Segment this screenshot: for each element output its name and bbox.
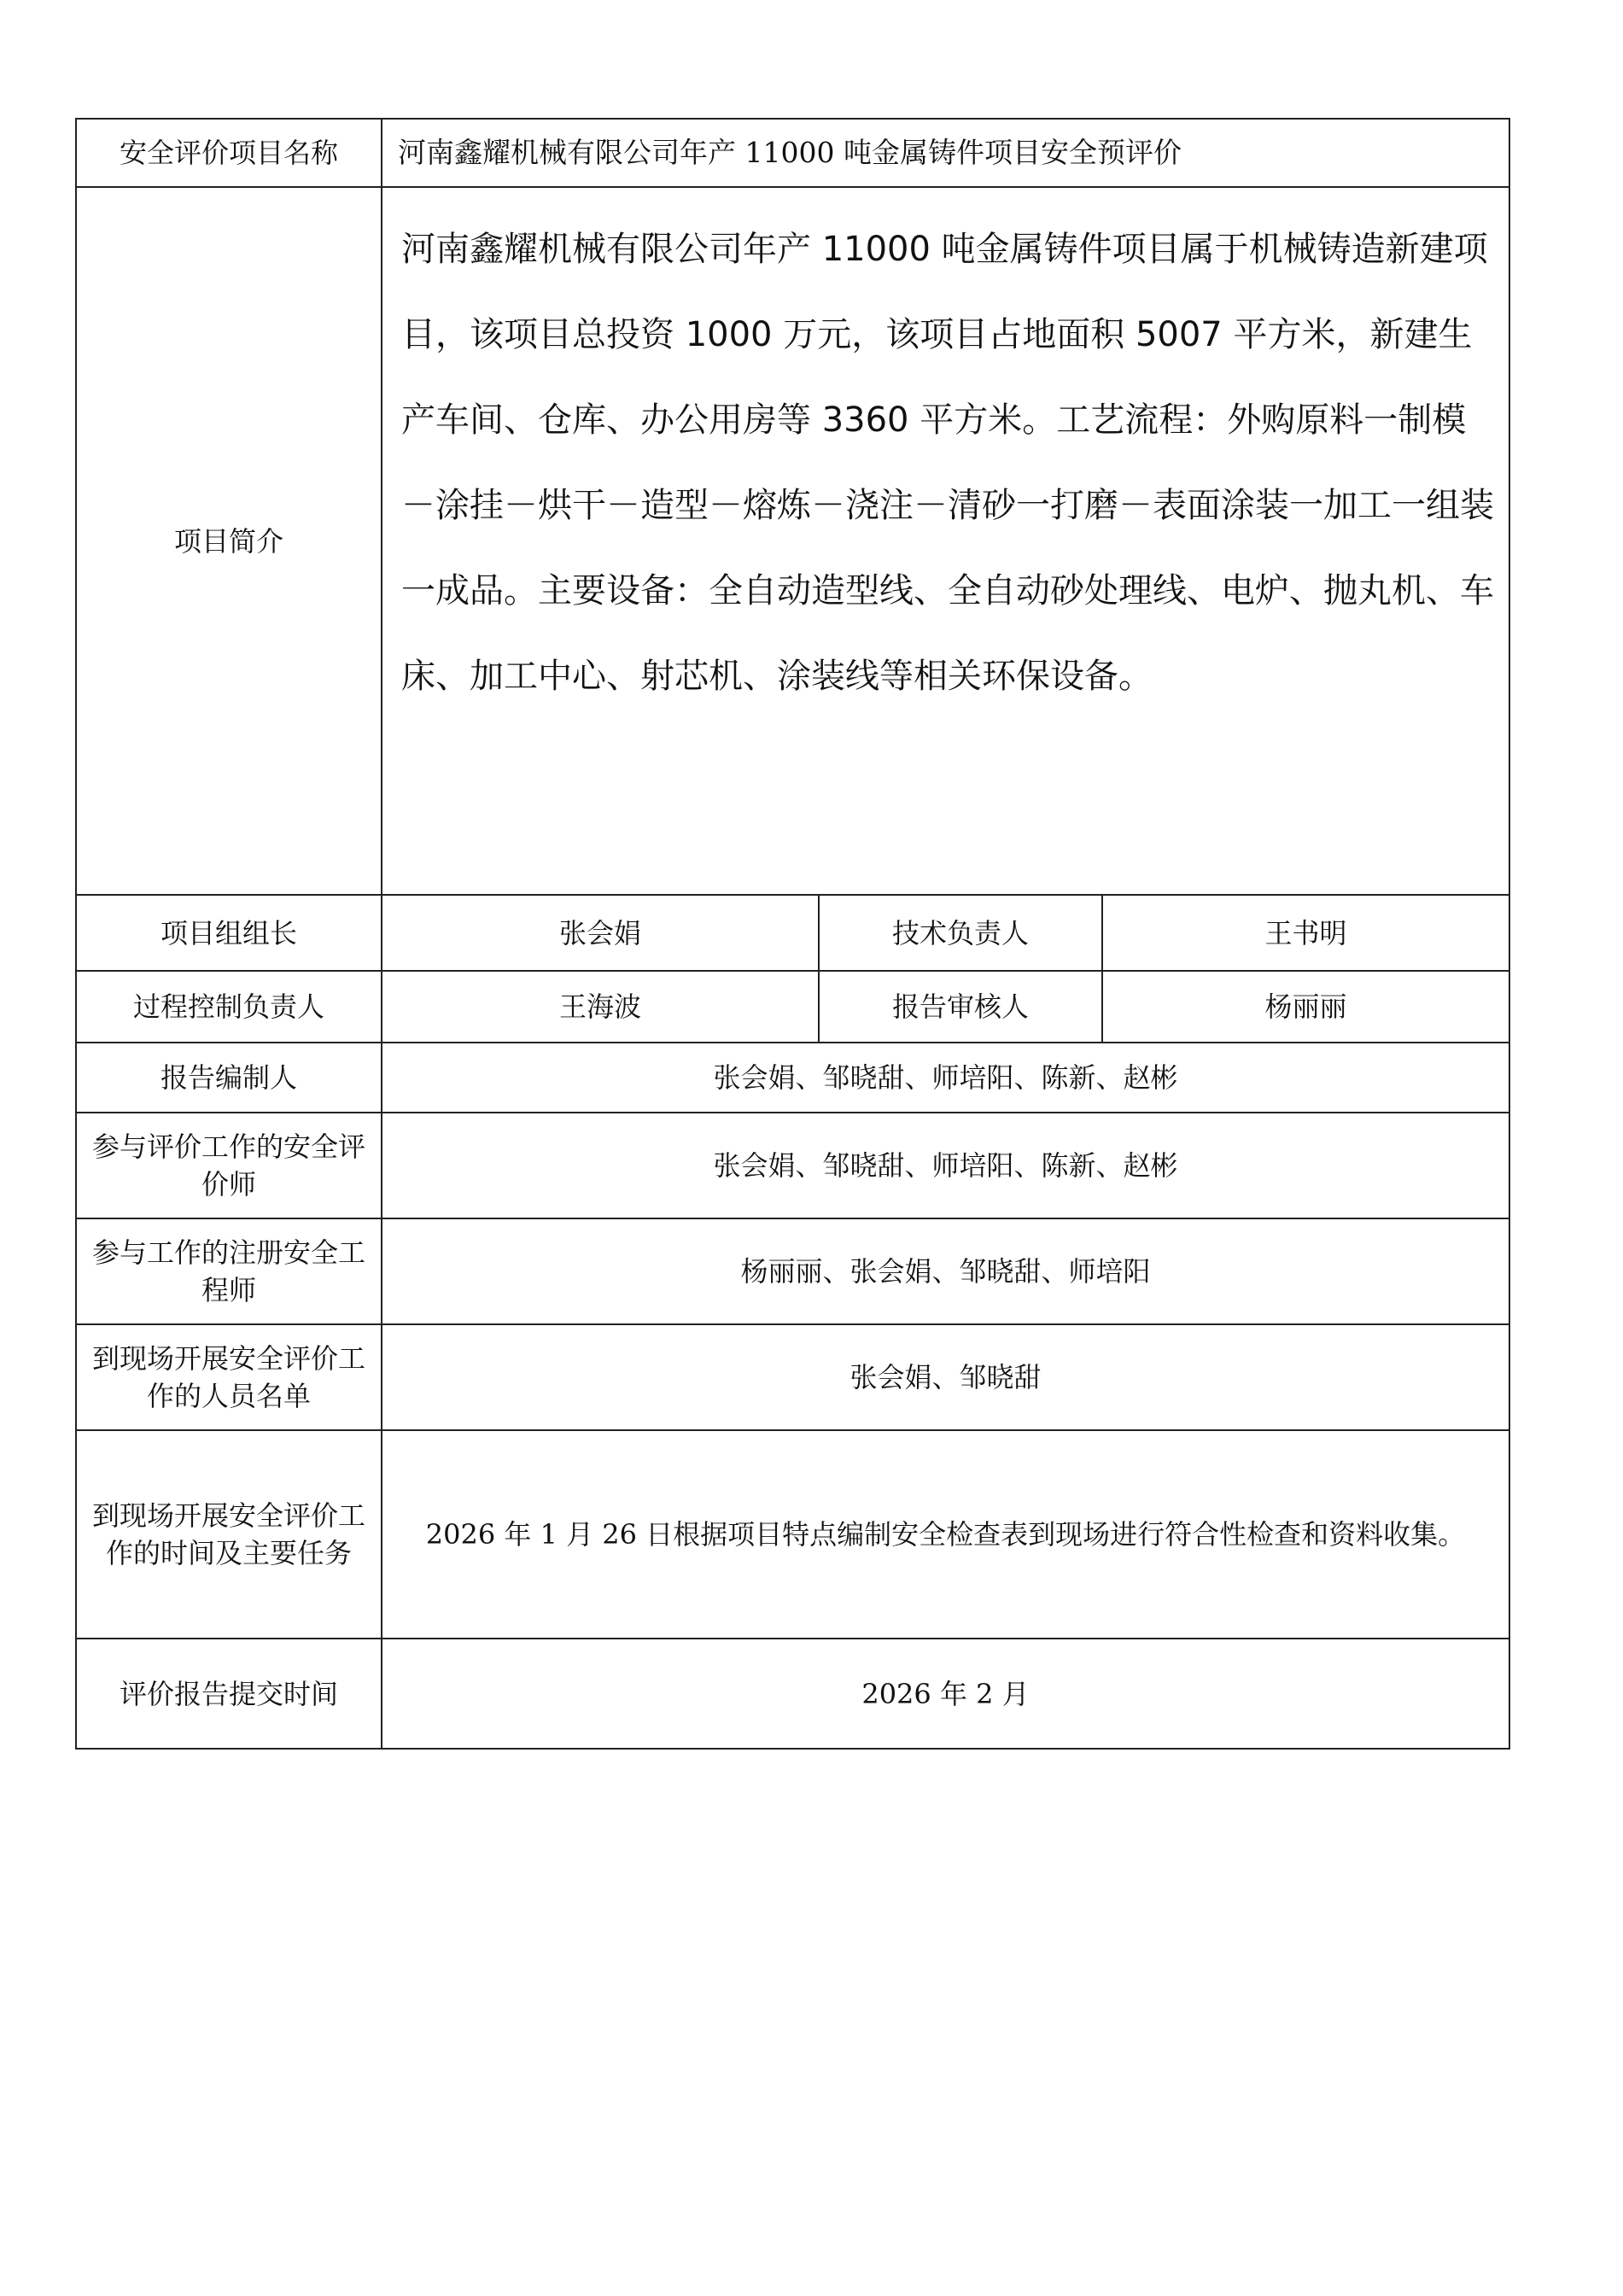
summary-value: 河南鑫耀机械有限公司年产 11000 吨金属铸件项目属于机械铸造新建项目，该项目总投资 1000 万元，该项目占地面积 5007 平方米，新建生产车间、仓库、办公用房等 3360 平方米。工艺流程：外购原料一制模－涂挂－烘干－造型－熔炼－浇注－清砂一打磨－表面涂装一加工一组装一成品。主要设备：全自动造型线、全自动砂处理线、电炉、抛丸机、车床、加工中心、射芯机、涂装线等相关环保设备。 [382, 187, 1509, 895]
row-engineers [76, 1218, 1509, 1324]
engineers-label: 参与工作的注册安全工程师 [76, 1218, 382, 1324]
onsite-time-value: 2026 年 1 月 26 日根据项目特点编制安全检查表到现场进行符合性检查和资料收集。 [382, 1430, 1509, 1639]
onsite-staff-value: 张会娟、邹晓甜 [382, 1324, 1509, 1430]
row-evaluators [76, 1113, 1509, 1218]
row-summary [76, 187, 1509, 895]
row-submit-time [76, 1639, 1509, 1749]
evaluators-value: 张会娟、邹晓甜、师培阳、陈新、赵彬 [382, 1113, 1509, 1218]
evaluators-label: 参与评价工作的安全评价师 [76, 1113, 382, 1218]
team-leader-value: 张会娟 [382, 895, 819, 971]
project-name-label: 安全评价项目名称 [76, 119, 382, 187]
onsite-staff-label: 到现场开展安全评价工作的人员名单 [76, 1324, 382, 1430]
row-onsite-staff [76, 1324, 1509, 1430]
project-name-value: 河南鑫耀机械有限公司年产 11000 吨金属铸件项目安全预评价 [382, 119, 1509, 187]
project-info-table [75, 118, 1510, 1750]
report-author-value: 张会娟、邹晓甜、师培阳、陈新、赵彬 [382, 1043, 1509, 1113]
engineers-value: 杨丽丽、张会娟、邹晓甜、师培阳 [382, 1218, 1509, 1324]
tech-lead-value: 王书明 [1102, 895, 1509, 971]
row-team-leader [76, 895, 1509, 971]
report-reviewer-label: 报告审核人 [819, 971, 1102, 1043]
summary-label: 项目简介 [76, 187, 382, 895]
row-project-name [76, 119, 1509, 187]
onsite-time-label: 到现场开展安全评价工作的时间及主要任务 [76, 1430, 382, 1639]
tech-lead-label: 技术负责人 [819, 895, 1102, 971]
row-onsite-time [76, 1430, 1509, 1639]
row-process-control [76, 971, 1509, 1043]
row-report-author [76, 1043, 1509, 1113]
submit-time-value: 2026 年 2 月 [382, 1639, 1509, 1749]
submit-time-label: 评价报告提交时间 [76, 1639, 382, 1749]
report-reviewer-value: 杨丽丽 [1102, 971, 1509, 1043]
report-author-label: 报告编制人 [76, 1043, 382, 1113]
process-control-value: 王海波 [382, 971, 819, 1043]
process-control-label: 过程控制负责人 [76, 971, 382, 1043]
team-leader-label: 项目组组长 [76, 895, 382, 971]
